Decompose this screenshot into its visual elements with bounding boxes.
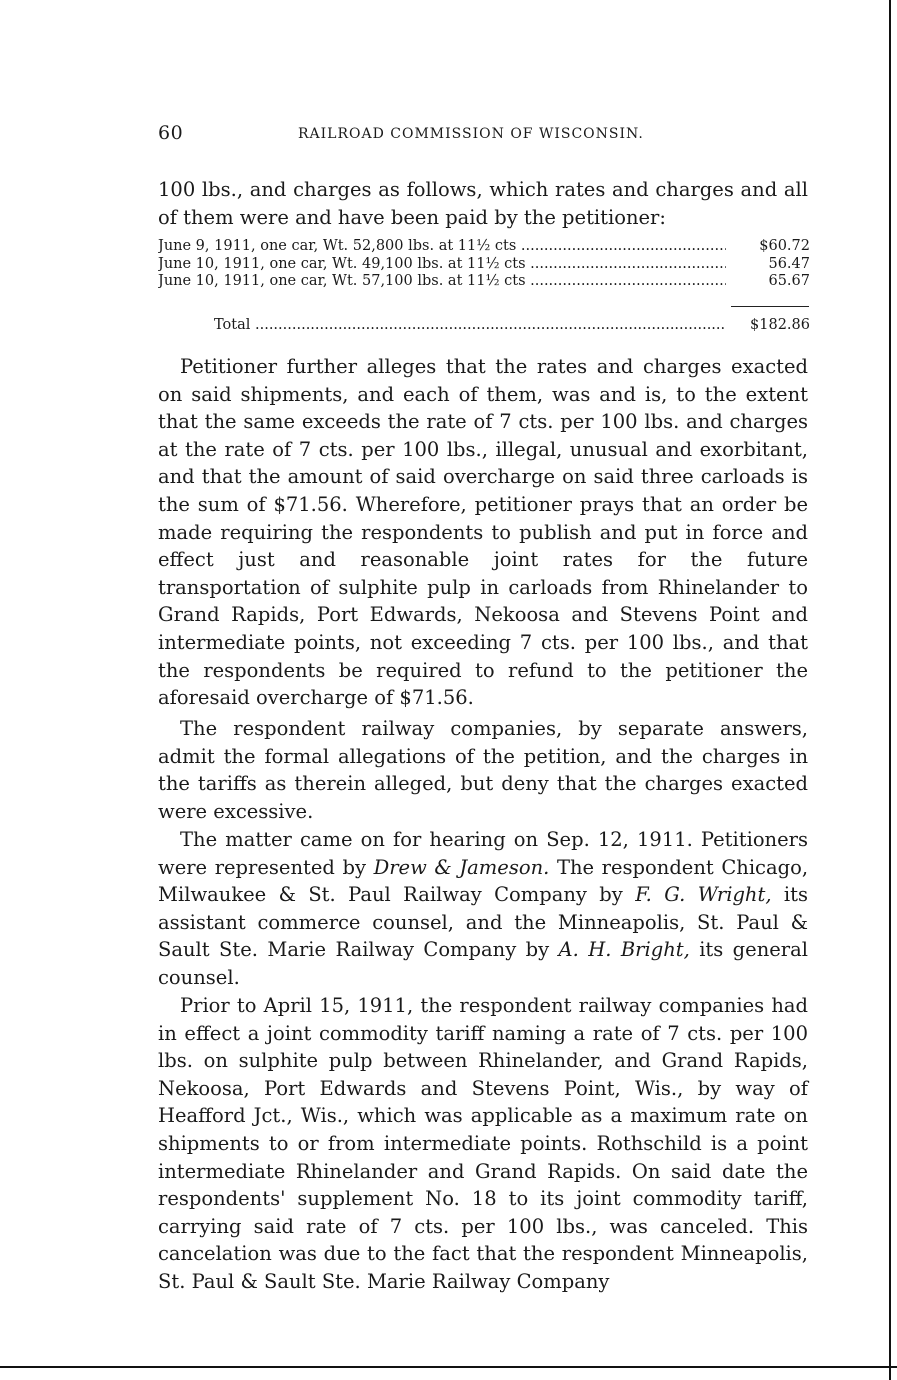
hearing-text: The matter came on for hearing on Sep. 12, 1911. Petitioners were represented by xyxy=(158,828,808,879)
answer-paragraph: The respondent railway companies, by separate answers, admit the formal allegations of the petition, and the charges in the tariffs as therein alleged, but deny that the charges exacted were excessive. xyxy=(158,717,808,823)
page-edge-bottom xyxy=(0,1366,897,1368)
tariff-paragraph: Prior to April 15, 1911, the respondent railway companies had in effect a joint commodity tariff naming a rate of 7 cts. per 100 lbs. on sulphite pulp between Rhinelander, and Grand Rapids, Nekoosa, Port Edwards and Stevens Point, Wis., by way of Heafford Jct., Wis., which was applicable as a maximum rate on shipments to or from intermediate points. Rothschild is a point intermediate Rhinelander and Grand Rapids. On said date the respondents' supplement No. 18 to its joint commodity tariff, carrying said rate of 7 cts. per 100 lbs., was canceled. This cancelation was due to the fact that the respondent Minneapolis, St. Paul & Sault Ste. Marie Railway Company xyxy=(158,994,808,1293)
charge-description: June 9, 1911, one car, Wt. 52,800 lbs. at 11½ cts ..... xyxy=(158,238,726,256)
page-edge-right xyxy=(889,0,891,1380)
charge-row xyxy=(158,273,810,291)
petition-paragraph: Petitioner further alleges that the rates and charges exacted on said shipments, and each of them, was and is, to the extent that the same exceeds the rate of 7 cts. per 100 lbs. and charges at the rate of 7 cts. per 100 lbs., illegal, unusual and exorbitant, and that the amount of said overcharge on said three carloads is the sum of $71.56. Wherefore, petitioner prays that an order be made requiring the respondents to publish and put in force and effect just and reasonable joint rates for the future transportation of sulphite pulp in carloads from Rhinelander to Grand Rapids, Port Edwards, Nekoosa and Stevens Point and intermediate points, not exceeding 7 cts. per 100 lbs., and that the respondents be required to refund to the petitioner the aforesaid overcharge of $71.56. xyxy=(158,355,808,710)
counsel-name: A. H. Bright, xyxy=(558,938,690,962)
counsel-name: F. G. Wright, xyxy=(635,883,772,907)
page-header xyxy=(158,122,808,152)
total-amount: $182.86 xyxy=(750,317,810,333)
hearing-paragraph xyxy=(158,826,808,992)
charge-description: June 10, 1911, one car, Wt. 57,100 lbs. at 11½ cts ..... xyxy=(158,273,726,291)
intro-paragraph: 100 lbs., and charges as follows, which rates and charges and all of them were and have been paid by the petitioner: xyxy=(158,178,808,229)
hearing-text: The respondent Chicago, Milwaukee & St. Paul Railway Company by xyxy=(158,855,809,907)
running-head: RAILROAD COMMISSION OF WISCONSIN. xyxy=(298,126,644,142)
counsel-name: Drew & Jameson. xyxy=(373,855,550,879)
total-label: Total ..... xyxy=(214,316,726,334)
charge-amount: 65.67 xyxy=(768,273,810,289)
charge-row xyxy=(158,238,810,256)
page-number: 60 xyxy=(158,122,184,144)
charge-amount: $60.72 xyxy=(759,238,810,254)
hearing-text: its general counsel. xyxy=(158,938,808,989)
charges-table xyxy=(158,238,810,291)
total-row xyxy=(214,316,810,334)
hearing-text: its assistant commerce counsel, and the Minneapolis, St. Paul & Sault Ste. Marie Railway Company by xyxy=(158,883,808,962)
charge-description: June 10, 1911, one car, Wt. 49,100 lbs. at 11½ cts ..... xyxy=(158,256,726,274)
sum-rule xyxy=(731,306,809,307)
charge-row xyxy=(158,256,810,274)
charge-amount: 56.47 xyxy=(768,255,810,272)
